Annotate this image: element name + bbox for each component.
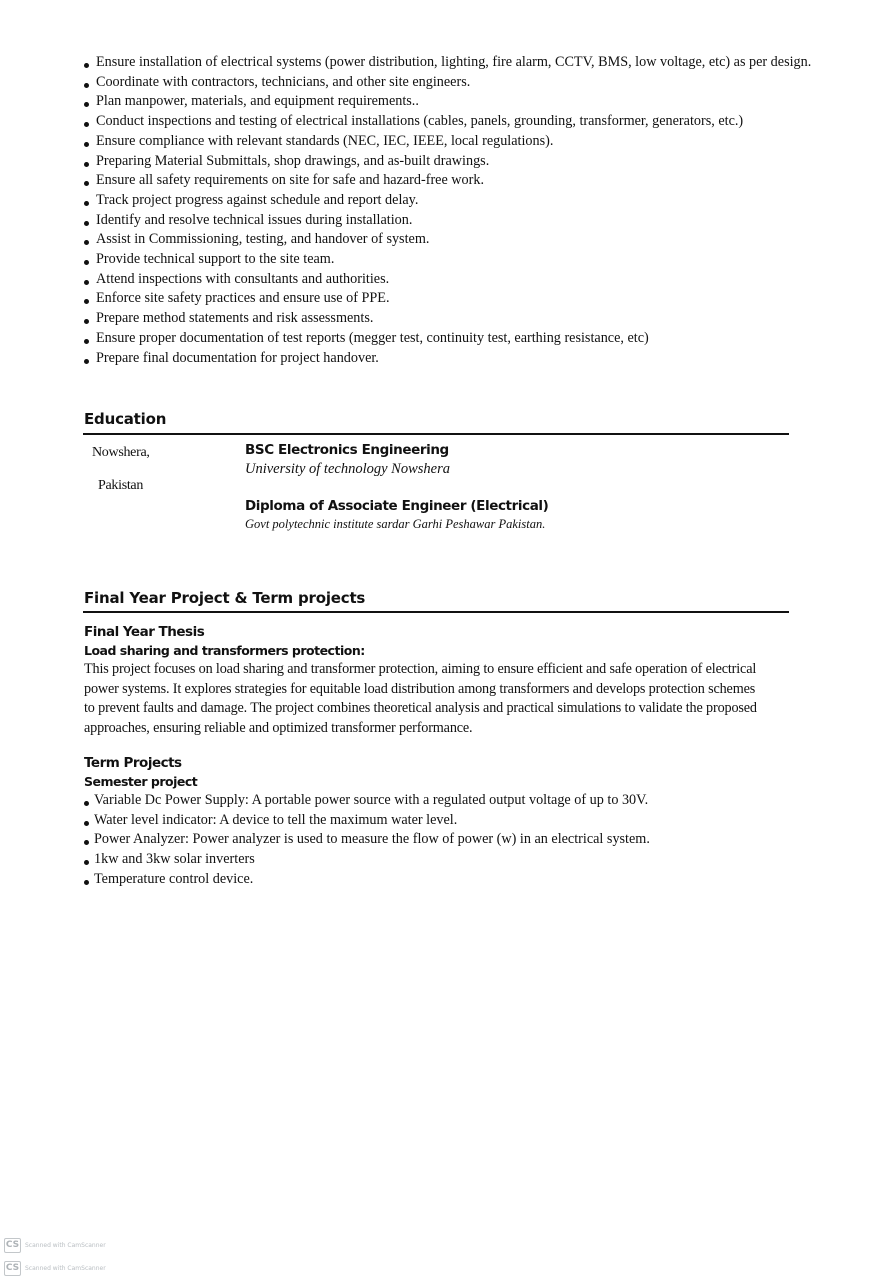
term-projects-list <box>84 791 784 890</box>
thesis-heading: Final Year Thesis <box>84 624 205 640</box>
term-projects-heading: Term Projects <box>84 755 182 771</box>
degree-title: Diploma of Associate Engineer (Electrical) <box>245 498 549 514</box>
projects-heading: Final Year Project & Term projects <box>84 589 366 607</box>
semester-project-heading: Semester project <box>84 774 198 789</box>
duty-item: Enforce site safety practices and ensure use of PPE. <box>84 289 824 309</box>
camscanner-logo-icon: CS <box>4 1261 21 1276</box>
projects-rule <box>83 611 789 613</box>
duty-item: Coordinate with contractors, technicians, and other site engineers. <box>84 73 824 93</box>
thesis-description: This project focuses on load sharing and transformer protection, aiming to ensure efficient and safe operation of electrical power systems. It explores strategies for equitable load distribution among transformers and develops protection schemes to prevent faults and damage. The project combines theoretical analysis and practical simulations to validate the proposed approaches, ensuring reliable and optimized transformer performance. <box>84 661 757 737</box>
duty-item: Preparing Material Submittals, shop drawings, and as-built drawings. <box>84 152 824 172</box>
watermark-text: Scanned with CamScanner <box>25 1242 106 1249</box>
duty-item: Ensure compliance with relevant standards (NEC, IEC, IEEE, local regulations). <box>84 132 824 152</box>
duty-item: Assist in Commissioning, testing, and handover of system. <box>84 230 824 250</box>
degree-title: BSC Electronics Engineering <box>245 442 449 458</box>
education-location-country: Pakistan <box>98 478 144 493</box>
duty-item: Ensure installation of electrical systems (power distribution, lighting, fire alarm, CCTV, BMS, low voltage, etc) as per design. <box>84 53 824 73</box>
term-project-item: Temperature control device. <box>84 870 784 890</box>
camscanner-watermark <box>4 1238 106 1253</box>
education-location-city: Nowshera, <box>92 445 150 460</box>
duty-item: Ensure all safety requirements on site for safe and hazard-free work. <box>84 171 824 191</box>
duty-item: Track project progress against schedule and report delay. <box>84 191 824 211</box>
education-rule <box>83 433 789 435</box>
term-project-item: Power Analyzer: Power analyzer is used to measure the flow of power (w) in an electrical system. <box>84 830 784 850</box>
thesis-title: Load sharing and transformers protection: <box>84 643 365 658</box>
duty-item: Prepare method statements and risk assessments. <box>84 309 824 329</box>
watermark-text: Scanned with CamScanner <box>25 1265 106 1272</box>
duty-item: Identify and resolve technical issues during installation. <box>84 211 824 231</box>
duty-item: Conduct inspections and testing of electrical installations (cables, panels, grounding, transformer, generators, etc.) <box>84 112 824 132</box>
degree-school: Govt polytechnic institute sardar Garhi Peshawar Pakistan. <box>245 517 546 531</box>
duty-item: Plan manpower, materials, and equipment requirements.. <box>84 92 824 112</box>
duties-list <box>84 53 824 368</box>
duty-item: Prepare final documentation for project handover. <box>84 349 824 369</box>
term-project-item: Variable Dc Power Supply: A portable power source with a regulated output voltage of up to 30V. <box>84 791 784 811</box>
duty-item: Ensure proper documentation of test reports (megger test, continuity test, earthing resistance, etc) <box>84 329 824 349</box>
camscanner-watermark <box>4 1261 106 1276</box>
duty-item: Provide technical support to the site team. <box>84 250 824 270</box>
term-project-item: 1kw and 3kw solar inverters <box>84 850 784 870</box>
education-heading: Education <box>84 410 167 428</box>
degree-school: University of technology Nowshera <box>245 461 450 477</box>
camscanner-logo-icon: CS <box>4 1238 21 1253</box>
term-project-item: Water level indicator: A device to tell the maximum water level. <box>84 811 784 831</box>
duty-item: Attend inspections with consultants and authorities. <box>84 270 824 290</box>
